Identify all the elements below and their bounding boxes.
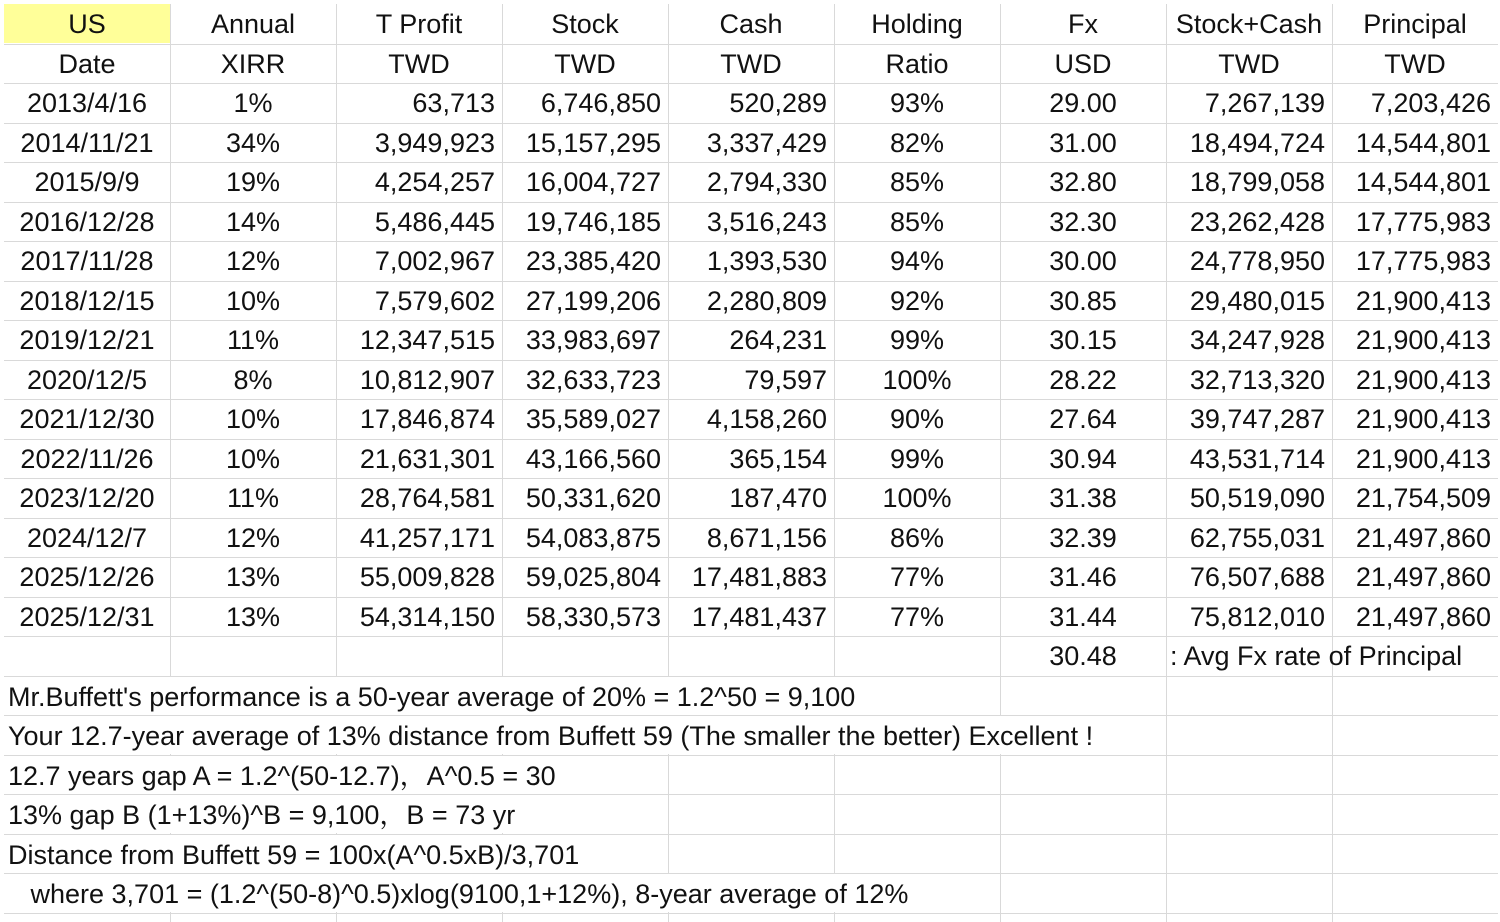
cell-fx[interactable]: 31.46	[1049, 562, 1117, 592]
subheader-t-profit[interactable]: TWD	[388, 49, 450, 79]
cell-t-profit[interactable]: 7,579,602	[374, 286, 495, 316]
subheader-date[interactable]: Date	[58, 49, 116, 79]
cell-stock-cash[interactable]: 75,812,010	[1189, 602, 1325, 632]
cell-t-profit[interactable]: 3,949,923	[374, 128, 495, 158]
cell-fx[interactable]: 32.80	[1049, 167, 1117, 197]
subheader-fx[interactable]: USD	[1054, 49, 1112, 79]
cell-principal[interactable]: 21,900,413	[1355, 286, 1491, 316]
cell-cash[interactable]: 520,289	[729, 88, 827, 118]
cell-date[interactable]: 2018/12/15	[19, 286, 155, 316]
cell-stock[interactable]: 32,633,723	[525, 365, 661, 395]
cell-principal[interactable]: 21,900,413	[1355, 325, 1491, 355]
cell-principal[interactable]: 21,900,413	[1355, 444, 1491, 474]
cell-holding-ratio[interactable]: 99%	[889, 444, 945, 474]
cell-fx[interactable]: 29.00	[1049, 88, 1117, 118]
spreadsheet	[4, 4, 1498, 922]
cell-t-profit[interactable]: 7,002,967	[374, 246, 495, 276]
cell-holding-ratio[interactable]: 100%	[882, 483, 952, 513]
cell-t-profit[interactable]: 41,257,171	[359, 523, 495, 553]
cell-fx[interactable]: 32.30	[1049, 207, 1117, 237]
cell-stock-cash[interactable]: 24,778,950	[1189, 246, 1325, 276]
cell-t-profit[interactable]: 4,254,257	[374, 167, 495, 197]
cell-date[interactable]: 2023/12/20	[19, 483, 155, 513]
note-line[interactable]: 13% gap B (1+13%)^B = 9,100，B = 73 yr	[5, 795, 515, 833]
cell-principal[interactable]: 21,497,860	[1355, 523, 1491, 553]
cell-holding-ratio[interactable]: 77%	[889, 602, 945, 632]
cell-holding-ratio[interactable]: 99%	[889, 325, 945, 355]
cell-xirr[interactable]: 8%	[233, 365, 273, 395]
cell-stock[interactable]: 15,157,295	[525, 128, 661, 158]
cell-stock[interactable]: 27,199,206	[525, 286, 661, 316]
cell-stock[interactable]: 35,589,027	[525, 404, 661, 434]
cell-stock[interactable]: 16,004,727	[525, 167, 661, 197]
cell-t-profit[interactable]: 28,764,581	[359, 483, 495, 513]
cell-cash[interactable]: 4,158,260	[706, 404, 827, 434]
cell-cash[interactable]: 2,794,330	[706, 167, 827, 197]
cell-principal[interactable]: 17,775,983	[1355, 207, 1491, 237]
cell-t-profit[interactable]: 12,347,515	[359, 325, 495, 355]
cell-xirr[interactable]: 19%	[225, 167, 281, 197]
cell-stock-cash[interactable]: 39,747,287	[1189, 404, 1325, 434]
header-principal[interactable]: Principal	[1363, 9, 1467, 39]
cell-cash[interactable]: 2,280,809	[706, 286, 827, 316]
cell-fx[interactable]: 31.38	[1049, 483, 1117, 513]
cell-date[interactable]: 2017/11/28	[20, 246, 154, 276]
cell-holding-ratio[interactable]: 94%	[889, 246, 945, 276]
cell-fx[interactable]: 30.85	[1049, 286, 1117, 316]
cell-cash[interactable]: 365,154	[729, 444, 827, 474]
cell-cash[interactable]: 3,516,243	[706, 207, 827, 237]
cell-holding-ratio[interactable]: 90%	[889, 404, 945, 434]
cell-stock[interactable]: 59,025,804	[525, 562, 661, 592]
cell-fx[interactable]: 31.00	[1049, 128, 1117, 158]
cell-date[interactable]: 2013/4/16	[26, 88, 148, 118]
cell-stock-cash[interactable]: 32,713,320	[1189, 365, 1325, 395]
header-cash[interactable]: Cash	[719, 9, 783, 39]
cell-stock-cash[interactable]: 29,480,015	[1189, 286, 1325, 316]
cell-xirr[interactable]: 10%	[225, 444, 281, 474]
subheader-holding-ratio[interactable]: Ratio	[885, 49, 949, 79]
cell-fx[interactable]: 31.44	[1049, 602, 1117, 632]
cell-holding-ratio[interactable]: 93%	[889, 88, 945, 118]
cell-fx[interactable]: 32.39	[1049, 523, 1117, 553]
cell-principal[interactable]: 21,900,413	[1355, 404, 1491, 434]
cell-principal[interactable]: 21,497,860	[1355, 562, 1491, 592]
cell-holding-ratio[interactable]: 77%	[889, 562, 945, 592]
cell-t-profit[interactable]: 21,631,301	[359, 444, 495, 474]
cell-stock-cash[interactable]: 18,799,058	[1189, 167, 1325, 197]
avg-fx-value[interactable]: 30.48	[1049, 641, 1117, 671]
subheader-stock-cash[interactable]: TWD	[1218, 49, 1280, 79]
cell-fx[interactable]: 30.15	[1049, 325, 1117, 355]
note-line[interactable]: where 3,701 = (1.2^(50-8)^0.5)xlog(9100,1+12%), 8-year average of 12%	[5, 874, 908, 912]
cell-principal[interactable]: 21,900,413	[1355, 365, 1491, 395]
cell-date[interactable]: 2025/12/31	[19, 602, 155, 632]
cell-xirr[interactable]: 10%	[225, 286, 281, 316]
header-xirr[interactable]: Annual	[210, 9, 296, 39]
cell-date[interactable]: 2024/12/7	[26, 523, 148, 553]
cell-fx[interactable]: 27.64	[1049, 404, 1117, 434]
cell-stock[interactable]: 19,746,185	[525, 207, 661, 237]
cell-date[interactable]: 2019/12/21	[19, 325, 155, 355]
cell-principal[interactable]: 21,754,509	[1355, 483, 1491, 513]
cell-date[interactable]: 2025/12/26	[19, 562, 155, 592]
cell-xirr[interactable]: 14%	[225, 207, 281, 237]
cell-date[interactable]: 2015/9/9	[34, 167, 140, 197]
cell-fx[interactable]: 28.22	[1049, 365, 1117, 395]
subheader-cash[interactable]: TWD	[720, 49, 782, 79]
cell-t-profit[interactable]: 55,009,828	[359, 562, 495, 592]
note-line[interactable]: Distance from Buffett 59 = 100x(A^0.5xB)/3,701	[5, 835, 579, 873]
cell-xirr[interactable]: 11%	[226, 483, 280, 513]
header-t-profit[interactable]: T Profit	[375, 9, 463, 39]
cell-xirr[interactable]: 12%	[225, 523, 281, 553]
subheader-xirr[interactable]: XIRR	[220, 49, 286, 79]
cell-cash[interactable]: 17,481,437	[691, 602, 827, 632]
cell-t-profit[interactable]: 17,846,874	[359, 404, 495, 434]
cell-cash[interactable]: 264,231	[729, 325, 827, 355]
cell-t-profit[interactable]: 10,812,907	[359, 365, 495, 395]
cell-stock[interactable]: 33,983,697	[525, 325, 661, 355]
cell-holding-ratio[interactable]: 92%	[889, 286, 945, 316]
cell-t-profit[interactable]: 63,713	[412, 88, 495, 118]
cell-fx[interactable]: 30.94	[1049, 444, 1117, 474]
cell-stock-cash[interactable]: 7,267,139	[1204, 88, 1325, 118]
cell-cash[interactable]: 1,393,530	[706, 246, 827, 276]
cell-stock-cash[interactable]: 18,494,724	[1189, 128, 1325, 158]
cell-cash[interactable]: 79,597	[744, 365, 827, 395]
cell-principal[interactable]: 14,544,801	[1355, 128, 1491, 158]
cell-xirr[interactable]: 34%	[225, 128, 281, 158]
cell-principal[interactable]: 17,775,983	[1355, 246, 1491, 276]
cell-xirr[interactable]: 11%	[226, 325, 280, 355]
subheader-stock[interactable]: TWD	[554, 49, 616, 79]
cell-cash[interactable]: 187,470	[729, 483, 827, 513]
header-stock[interactable]: Stock	[551, 9, 619, 39]
header-fx[interactable]: Fx	[1068, 9, 1098, 39]
cell-fx[interactable]: 30.00	[1049, 246, 1117, 276]
cell-cash[interactable]: 8,671,156	[706, 523, 827, 553]
cell-cash[interactable]: 17,481,883	[691, 562, 827, 592]
cell-date[interactable]: 2020/12/5	[26, 365, 148, 395]
row-gridline	[4, 913, 1498, 914]
cell-holding-ratio[interactable]: 85%	[889, 207, 945, 237]
header-stock-cash[interactable]: Stock+Cash	[1175, 9, 1323, 39]
cell-stock[interactable]: 43,166,560	[525, 444, 661, 474]
note-line[interactable]: Your 12.7-year average of 13% distance from Buffett 59 (The smaller the better) Excellent !	[5, 716, 1093, 754]
cell-stock-cash[interactable]: 34,247,928	[1189, 325, 1325, 355]
cell-holding-ratio[interactable]: 82%	[889, 128, 945, 158]
note-line[interactable]: Mr.Buffett's performance is a 50-year average of 20% = 1.2^50 = 9,100	[5, 677, 855, 715]
cell-stock[interactable]: 23,385,420	[525, 246, 661, 276]
cell-holding-ratio[interactable]: 100%	[882, 365, 952, 395]
cell-xirr[interactable]: 10%	[225, 404, 281, 434]
cell-stock-cash[interactable]: 62,755,031	[1189, 523, 1325, 553]
cell-principal[interactable]: 21,497,860	[1355, 602, 1491, 632]
cell-stock-cash[interactable]: 76,507,688	[1189, 562, 1325, 592]
cell-stock[interactable]: 50,331,620	[525, 483, 661, 513]
cell-date[interactable]: 2022/11/26	[20, 444, 154, 474]
cell-holding-ratio[interactable]: 85%	[889, 167, 945, 197]
cell-xirr[interactable]: 1%	[233, 88, 273, 118]
cell-stock-cash[interactable]: 50,519,090	[1189, 483, 1325, 513]
subheader-principal[interactable]: TWD	[1384, 49, 1446, 79]
cell-t-profit[interactable]: 5,486,445	[374, 207, 495, 237]
cell-xirr[interactable]: 13%	[225, 562, 281, 592]
header-holding-ratio[interactable]: Holding	[871, 9, 963, 39]
cell-t-profit[interactable]: 54,314,150	[359, 602, 495, 632]
header-date[interactable]: US	[4, 4, 170, 43]
note-line[interactable]: 12.7 years gap A = 1.2^(50-12.7)，A^0.5 = 30	[5, 756, 556, 794]
cell-xirr[interactable]: 12%	[225, 246, 281, 276]
cell-principal[interactable]: 14,544,801	[1355, 167, 1491, 197]
cell-stock[interactable]: 6,746,850	[540, 88, 661, 118]
cell-stock-cash[interactable]: 43,531,714	[1189, 444, 1325, 474]
cell-date[interactable]: 2014/11/21	[20, 128, 154, 158]
cell-stock[interactable]: 54,083,875	[525, 523, 661, 553]
cell-date[interactable]: 2021/12/30	[19, 404, 155, 434]
avg-fx-label[interactable]: : Avg Fx rate of Principal	[1170, 641, 1463, 671]
cell-stock[interactable]: 58,330,573	[525, 602, 661, 632]
cell-holding-ratio[interactable]: 86%	[889, 523, 945, 553]
cell-stock-cash[interactable]: 23,262,428	[1189, 207, 1325, 237]
cell-principal[interactable]: 7,203,426	[1370, 88, 1491, 118]
cell-cash[interactable]: 3,337,429	[706, 128, 827, 158]
cell-xirr[interactable]: 13%	[225, 602, 281, 632]
cell-date[interactable]: 2016/12/28	[19, 207, 155, 237]
